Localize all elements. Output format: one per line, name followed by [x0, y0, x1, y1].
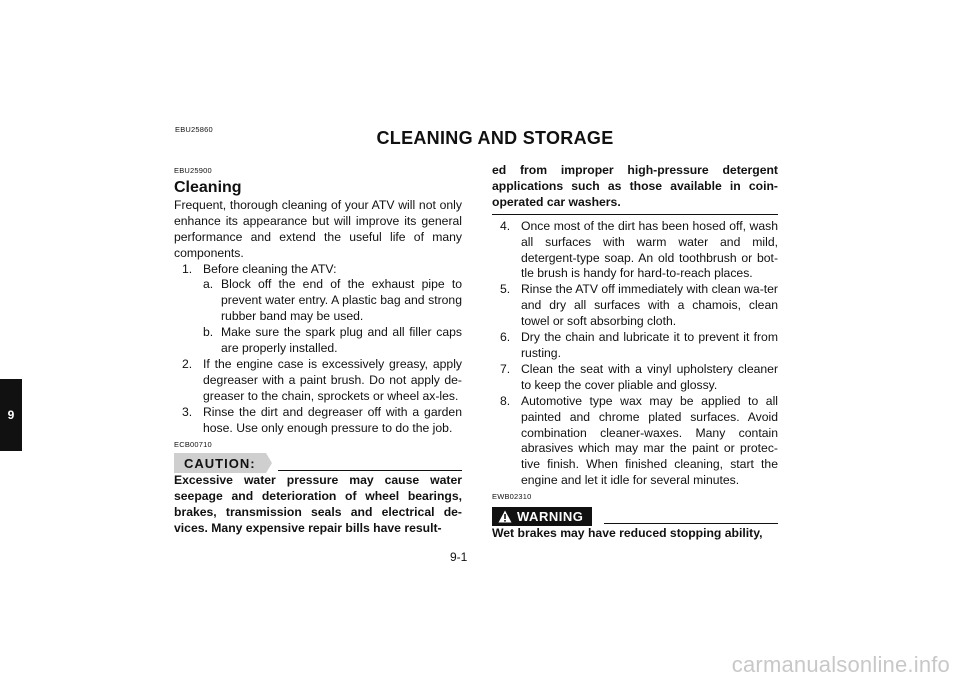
step-text: Automotive type wax may be applied to all painted and chrome plated surfaces. Avoid combination cleaner-waxes. Many contain abrasives which may mar the paint or protec-tive finish. When finished cleaning, start the engine and let it idle for several minutes. — [521, 393, 778, 488]
section-code: EBU25900 — [174, 166, 212, 175]
caution-text-continued: ed from improper high-pressure detergent applications such as those available in coin-operated car washers. — [492, 163, 778, 215]
left-column — [174, 163, 462, 537]
warning-text: Wet brakes may have reduced stopping ability, — [492, 526, 763, 541]
warning-code: EWB02310 — [492, 492, 532, 502]
step-number: 1. — [182, 261, 193, 276]
list-item — [174, 357, 462, 405]
list-item — [174, 325, 462, 357]
substep-text: Make sure the spark plug and all filler caps are properly installed. — [221, 325, 462, 356]
warning-header — [492, 506, 778, 526]
list-item — [492, 394, 778, 489]
substep-letter: a. — [203, 277, 214, 292]
step-text: If the engine case is excessively greasy, apply degreaser with a paint brush. Do not apply de-greaser to the chain, sprockets or wheel ax-les. — [203, 356, 462, 403]
step-text: Dry the chain and lubricate it to prevent it from rusting. — [521, 330, 778, 360]
right-column — [492, 163, 778, 542]
list-item — [174, 262, 462, 278]
step-text: Before cleaning the ATV: — [203, 261, 337, 276]
chapter-tab-number: 9 — [7, 408, 15, 422]
step-number: 4. — [500, 218, 511, 233]
page-number: 9-1 — [450, 550, 468, 564]
page-title: CLEANING AND STORAGE — [376, 128, 614, 148]
warning-label-badge — [492, 507, 592, 526]
step-number: 3. — [182, 404, 193, 419]
substep-letter: b. — [203, 325, 214, 340]
step-text: Rinse the ATV off immediately with clean wa-ter and dry all surfaces with a chamois, clean towel or soft absorbing cloth. — [521, 282, 778, 329]
list-item — [174, 405, 462, 437]
step-text: Rinse the dirt and degreaser off with a garden hose. Use only enough pressure to do the job. — [203, 404, 462, 435]
step-number: 2. — [182, 356, 193, 371]
warning-label: WARNING — [517, 508, 584, 524]
list-item — [492, 219, 778, 283]
list-item — [174, 277, 462, 325]
title-code: EBU25860 — [175, 125, 213, 134]
step-number: 7. — [500, 361, 511, 376]
step-number: 6. — [500, 330, 511, 345]
warning-triangle-icon — [498, 510, 512, 523]
watermark: carmanualsonline.info — [731, 652, 950, 677]
step-number: 5. — [500, 282, 511, 297]
warning-rule — [604, 509, 778, 524]
list-item — [492, 362, 778, 394]
caution-header — [174, 453, 462, 473]
step-text: Clean the seat with a vinyl upholstery cleaner to keep the cover pliable and glossy. — [521, 361, 778, 392]
caution-text: Excessive water pressure may cause water seepage and deterioration of wheel bearings, brakes, transmission seals and electrical de-vices. Many expensive repair bills have result- — [174, 473, 462, 536]
substep-text: Block off the end of the exhaust pipe to prevent water entry. A plastic bag and strong rubber band may be used. — [221, 277, 462, 324]
section-heading: Cleaning — [174, 178, 242, 196]
intro-paragraph: Frequent, thorough cleaning of your ATV will not only enhance its appearance but will improve its general performance and extend the useful life of many components. — [174, 197, 462, 260]
caution-code: ECB00710 — [174, 439, 212, 449]
step-number: 8. — [500, 393, 511, 408]
list-item — [492, 282, 778, 330]
step-text: Once most of the dirt has been hosed off, wash all surfaces with warm water and mild, detergent-type soap. An old toothbrush or bot-tle brush is handy for hard-to-reach places. — [521, 218, 778, 281]
caution-label: CAUTION: — [174, 453, 266, 473]
chapter-tab — [0, 379, 22, 451]
list-item — [492, 330, 778, 362]
caution-rule — [278, 456, 462, 471]
